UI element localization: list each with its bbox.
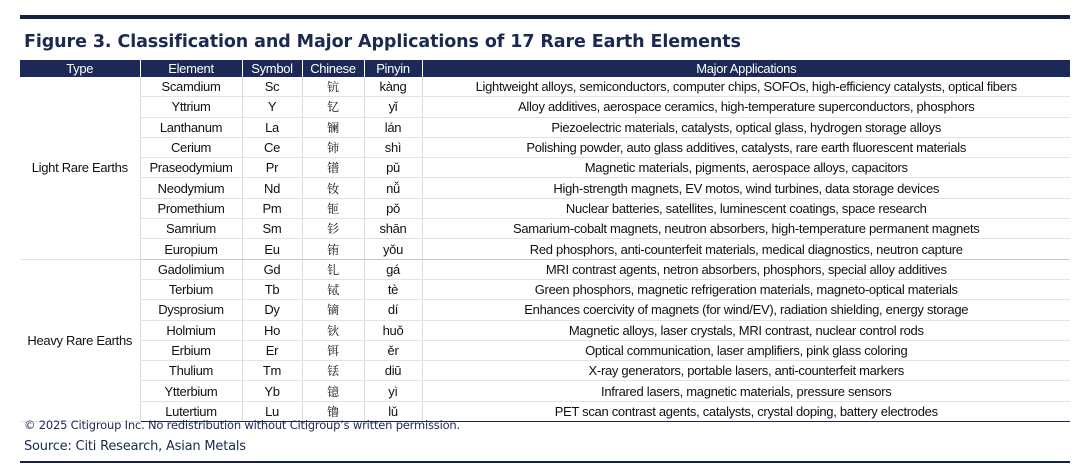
pinyin-cell: shì — [364, 137, 422, 157]
header-element: Element — [140, 60, 242, 77]
symbol-cell: Er — [242, 340, 302, 360]
symbol-cell: Gd — [242, 259, 302, 279]
element-cell: Dysprosium — [140, 300, 242, 320]
symbol-cell: Sc — [242, 77, 302, 97]
applications-cell: High-strength magnets, EV motos, wind turbines, data storage devices — [422, 178, 1070, 198]
chinese-character-cell: 镱 — [302, 381, 364, 401]
table-row — [20, 239, 1070, 259]
pinyin-cell: ěr — [364, 340, 422, 360]
applications-cell: Infrared lasers, magnetic materials, pressure sensors — [422, 381, 1070, 401]
applications-cell: Enhances coercivity of magnets (for wind/EV), radiation shielding, energy storage — [422, 300, 1070, 320]
pinyin-cell: yì — [364, 381, 422, 401]
pinyin-cell: yǐ — [364, 97, 422, 117]
table-row — [20, 340, 1070, 360]
rare-earth-table — [20, 60, 1070, 422]
chinese-character-cell: 铈 — [302, 137, 364, 157]
element-cell: Lanthanum — [140, 117, 242, 137]
table-row — [20, 97, 1070, 117]
chinese-character-cell: 铕 — [302, 239, 364, 259]
header-chinese: Chinese — [302, 60, 364, 77]
element-cell: Gadolimium — [140, 259, 242, 279]
symbol-cell: Tb — [242, 279, 302, 299]
chinese-character-cell: 钷 — [302, 198, 364, 218]
pinyin-cell: kàng — [364, 77, 422, 97]
applications-cell: PET scan contrast agents, catalysts, crystal doping, battery electrodes — [422, 401, 1070, 421]
element-cell: Promethium — [140, 198, 242, 218]
header-pinyin: Pinyin — [364, 60, 422, 77]
element-cell: Terbium — [140, 279, 242, 299]
table-row — [20, 259, 1070, 279]
chinese-character-cell: 镥 — [302, 401, 364, 421]
pinyin-cell: huǒ — [364, 320, 422, 340]
header-symbol: Symbol — [242, 60, 302, 77]
chinese-character-cell: 钐 — [302, 219, 364, 239]
table-body — [20, 77, 1070, 422]
table-row — [20, 178, 1070, 198]
element-cell: Lutertium — [140, 401, 242, 421]
table-row — [20, 320, 1070, 340]
pinyin-cell: shān — [364, 219, 422, 239]
element-cell: Praseodymium — [140, 158, 242, 178]
element-cell: Cerium — [140, 137, 242, 157]
symbol-cell: Y — [242, 97, 302, 117]
pinyin-cell: lán — [364, 117, 422, 137]
applications-cell: Red phosphors, anti-counterfeit materials, medical diagnostics, neutron capture — [422, 239, 1070, 259]
applications-cell: Piezoelectric materials, catalysts, optical glass, hydrogen storage alloys — [422, 117, 1070, 137]
table-row — [20, 300, 1070, 320]
symbol-cell: Pr — [242, 158, 302, 178]
applications-cell: MRI contrast agents, netron absorbers, phosphors, special alloy additives — [422, 259, 1070, 279]
element-cell: Samrium — [140, 219, 242, 239]
symbol-cell: Yb — [242, 381, 302, 401]
bottom-rule — [20, 461, 1070, 463]
symbol-cell: Ho — [242, 320, 302, 340]
chinese-character-cell: 铥 — [302, 361, 364, 381]
table-row — [20, 219, 1070, 239]
applications-cell: X-ray generators, portable lasers, anti-counterfeit markers — [422, 361, 1070, 381]
chinese-character-cell: 镧 — [302, 117, 364, 137]
pinyin-cell: gá — [364, 259, 422, 279]
symbol-cell: Dy — [242, 300, 302, 320]
pinyin-cell: nǚ — [364, 178, 422, 198]
symbol-cell: Ce — [242, 137, 302, 157]
table-row — [20, 77, 1070, 97]
chinese-character-cell: 钪 — [302, 77, 364, 97]
element-cell: Holmium — [140, 320, 242, 340]
symbol-cell: Tm — [242, 361, 302, 381]
pinyin-cell: pǒ — [364, 198, 422, 218]
chinese-character-cell: 钇 — [302, 97, 364, 117]
copyright-notice: © 2025 Citigroup Inc. No redistribution without Citigroup’s written permission. — [24, 418, 460, 432]
pinyin-cell: yǒu — [364, 239, 422, 259]
table-row — [20, 279, 1070, 299]
applications-cell: Magnetic alloys, laser crystals, MRI contrast, nuclear control rods — [422, 320, 1070, 340]
applications-cell: Optical communication, laser amplifiers, pink glass coloring — [422, 340, 1070, 360]
chinese-character-cell: 铒 — [302, 340, 364, 360]
symbol-cell: Lu — [242, 401, 302, 421]
top-rule — [20, 15, 1070, 19]
applications-cell: Green phosphors, magnetic refrigeration materials, magneto-optical materials — [422, 279, 1070, 299]
table-row — [20, 381, 1070, 401]
table-row — [20, 198, 1070, 218]
symbol-cell: Eu — [242, 239, 302, 259]
pinyin-cell: diū — [364, 361, 422, 381]
pinyin-cell: lǔ — [364, 401, 422, 421]
element-cell: Thulium — [140, 361, 242, 381]
header-type: Type — [20, 60, 140, 77]
table-header-row — [20, 60, 1070, 77]
applications-cell: Samarium-cobalt magnets, neutron absorbers, high-temperature permanent magnets — [422, 219, 1070, 239]
table-row — [20, 117, 1070, 137]
symbol-cell: Nd — [242, 178, 302, 198]
chinese-character-cell: 铽 — [302, 279, 364, 299]
pinyin-cell: tè — [364, 279, 422, 299]
pinyin-cell: dí — [364, 300, 422, 320]
pinyin-cell: pǔ — [364, 158, 422, 178]
element-cell: Erbium — [140, 340, 242, 360]
applications-cell: Nuclear batteries, satellites, luminescent coatings, space research — [422, 198, 1070, 218]
element-cell: Neodymium — [140, 178, 242, 198]
element-cell: Yttrium — [140, 97, 242, 117]
symbol-cell: La — [242, 117, 302, 137]
source-line: Source: Citi Research, Asian Metals — [24, 439, 246, 454]
table-row — [20, 361, 1070, 381]
header-applications: Major Applications — [422, 60, 1070, 77]
chinese-character-cell: 钆 — [302, 259, 364, 279]
group-label: Light Rare Earths — [20, 77, 140, 259]
applications-cell: Magnetic materials, pigments, aerospace alloys, capacitors — [422, 158, 1070, 178]
applications-cell: Alloy additives, aerospace ceramics, high-temperature superconductors, phosphors — [422, 97, 1070, 117]
chinese-character-cell: 钕 — [302, 178, 364, 198]
symbol-cell: Sm — [242, 219, 302, 239]
applications-cell: Polishing powder, auto glass additives, catalysts, rare earth fluorescent materials — [422, 137, 1070, 157]
chinese-character-cell: 镨 — [302, 158, 364, 178]
group-label: Heavy Rare Earths — [20, 259, 140, 421]
table-row — [20, 158, 1070, 178]
element-cell: Scamdium — [140, 77, 242, 97]
chinese-character-cell: 镝 — [302, 300, 364, 320]
applications-cell: Lightweight alloys, semiconductors, computer chips, SOFOs, high-efficiency catalysts, optical fibers — [422, 77, 1070, 97]
element-cell: Ytterbium — [140, 381, 242, 401]
table-row — [20, 137, 1070, 157]
figure-title: Figure 3. Classification and Major Applications of 17 Rare Earth Elements — [24, 32, 741, 52]
element-cell: Europium — [140, 239, 242, 259]
chinese-character-cell: 钬 — [302, 320, 364, 340]
symbol-cell: Pm — [242, 198, 302, 218]
